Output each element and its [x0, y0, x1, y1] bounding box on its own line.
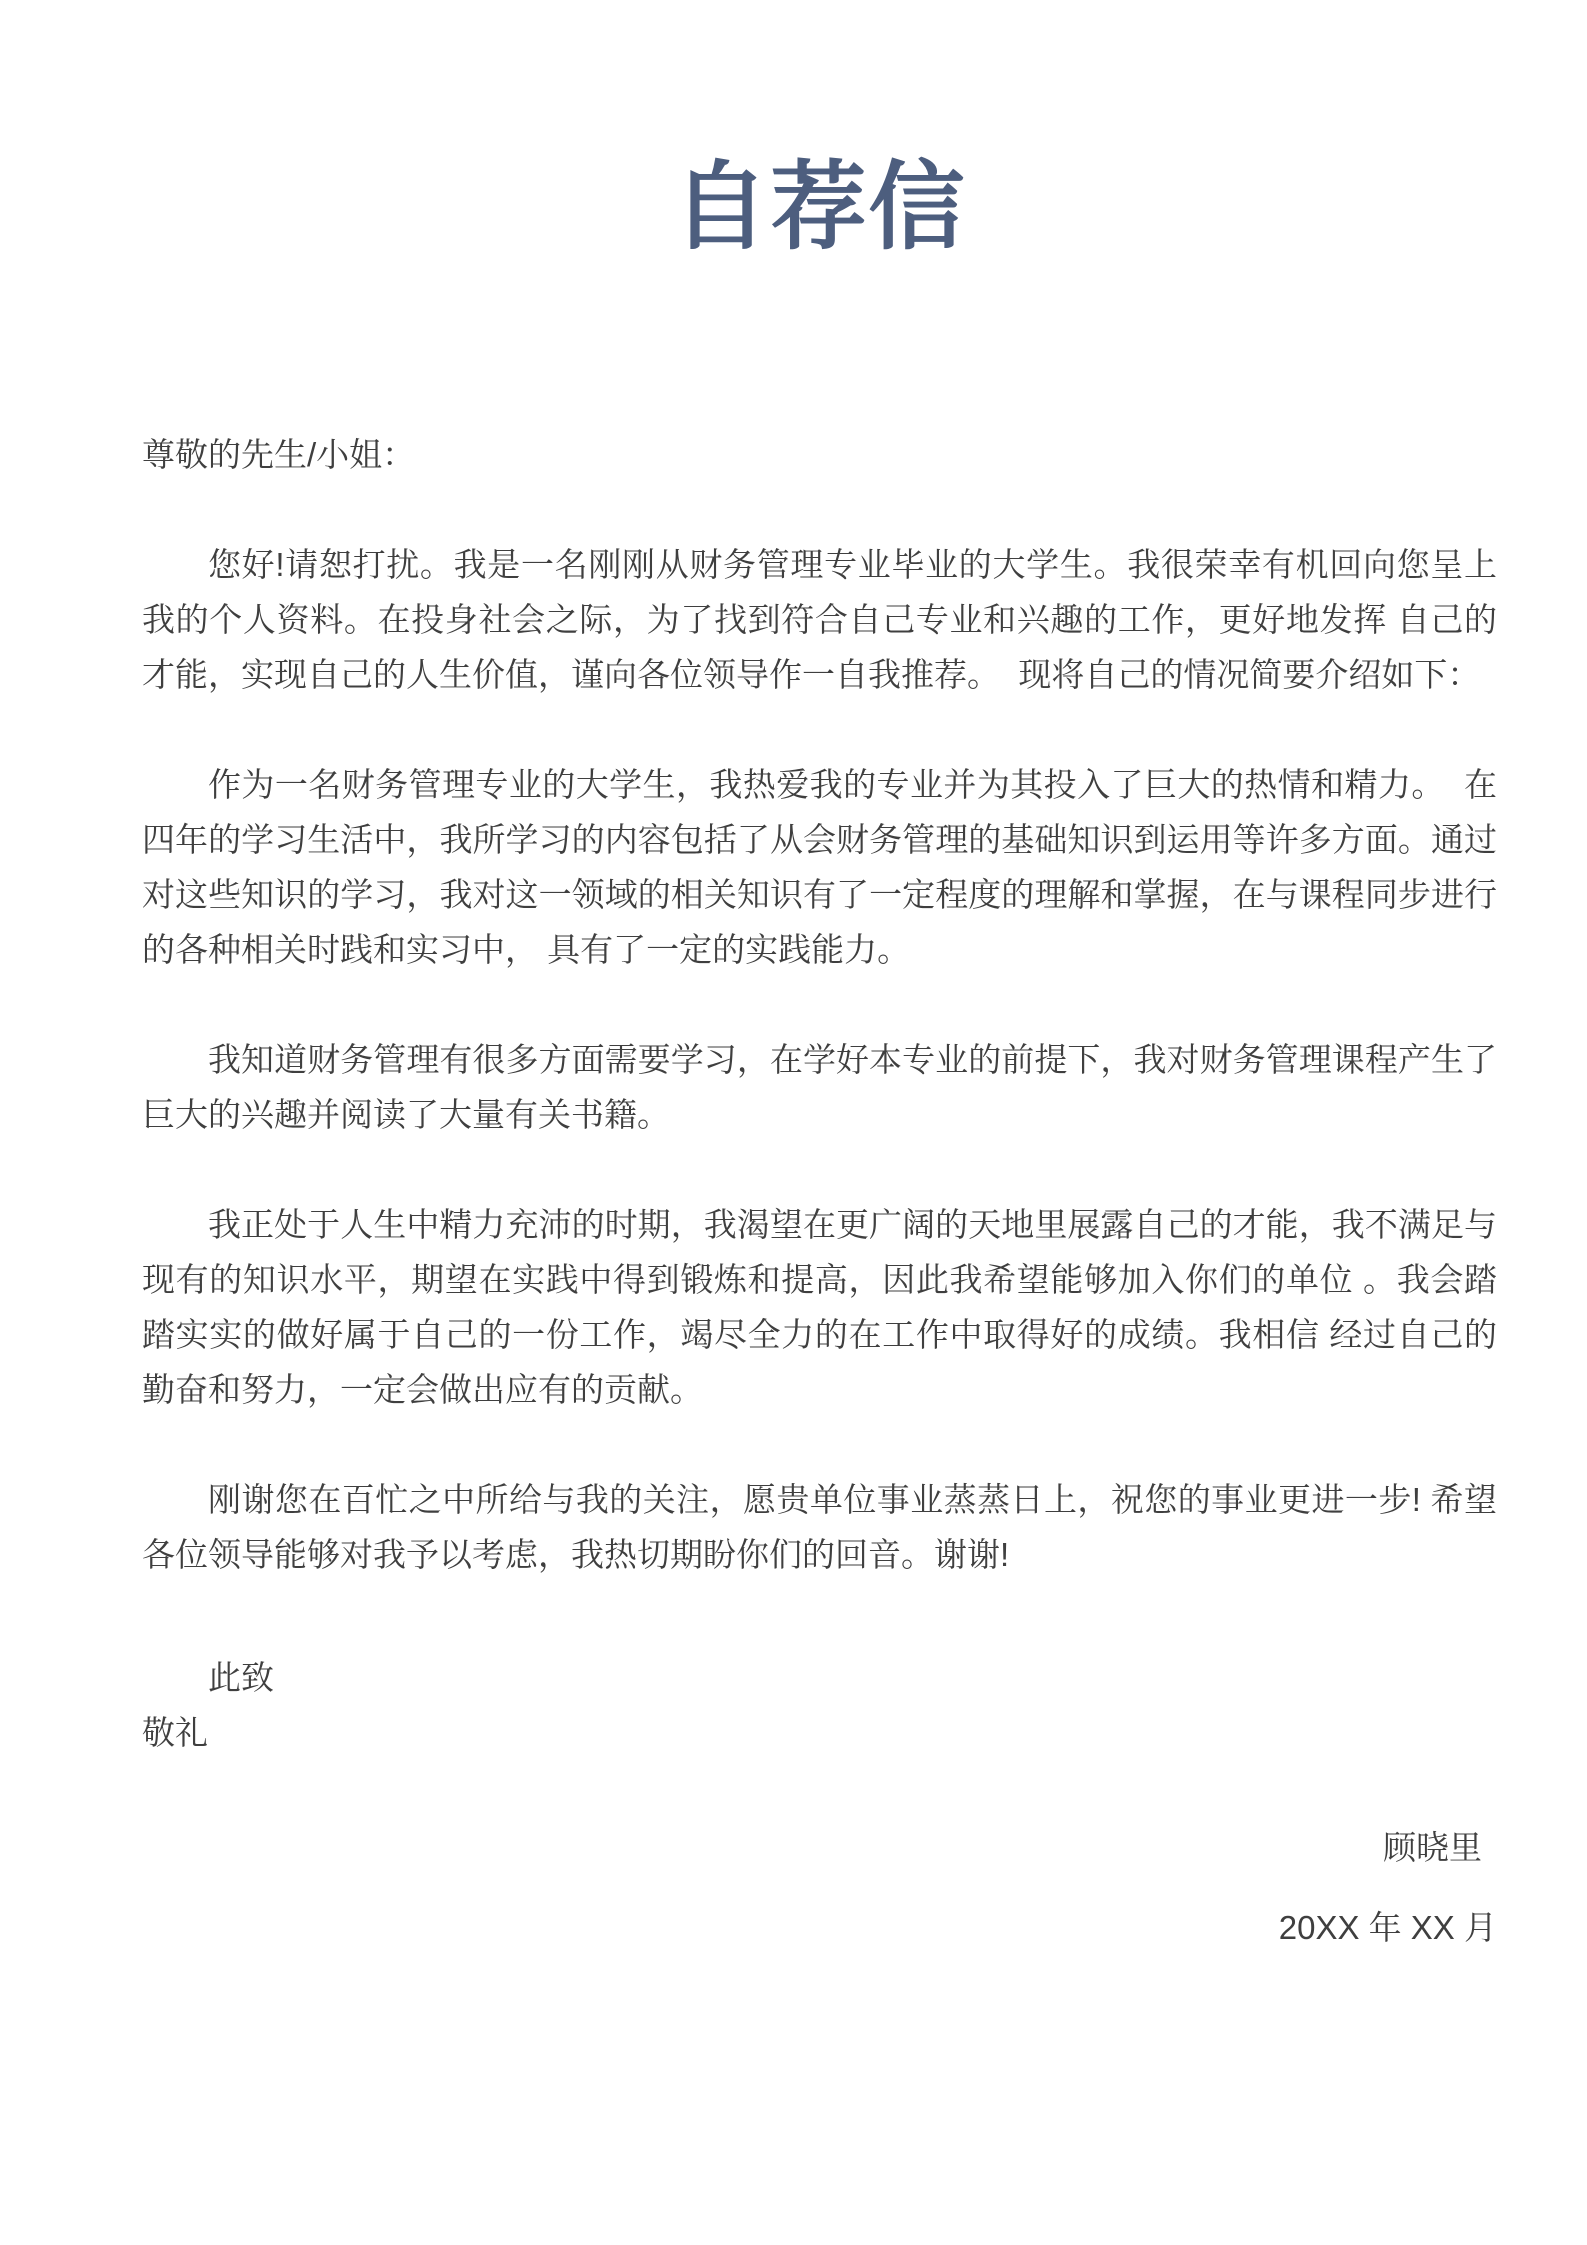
body-paragraph-2: 作为一名财务管理专业的大学生，我热爱我的专业并为其投入了巨大的热情和精力。 在四年的学习生活中，我所学习的内容包括了从会财务管理的基础知识到运用等许多方面。通过对这些知识的学习，我对这一领域的相关知识有了一定程度的理解和掌握，在与课程同步进行的各种相关时践和实习中， 具有了一定的实践能力。: [142, 766, 1497, 968]
signature-name: 顾晓里: [1383, 1829, 1482, 1866]
body-paragraph-1: 您好!请恕打扰。我是一名刚刚从财务管理专业毕业的大学生。我很荣幸有机回向您呈上我的个人资料。在投身社会之际，为了找到符合自己专业和兴趣的工作，更好地发挥 自己的才能，实现自己的人生价值，谨向各位领导作一自我推荐。 现将自己的情况简要介绍如下：: [142, 546, 1497, 693]
body-paragraph-3: 我知道财务管理有很多方面需要学习，在学好本专业的前提下，我对财务管理课程产生了巨大的兴趣并阅读了大量有关书籍。: [142, 1041, 1497, 1133]
signature-date: 20XX 年 XX 月: [1278, 1909, 1497, 1946]
closing-jingli: 敬礼: [142, 1714, 208, 1751]
body-paragraph-5: 刚谢您在百忙之中所给与我的关注，愿贵单位事业蒸蒸日上，祝您的事业更进一步! 希望各位领导能够对我予以考虑，我热切期盼你们的回音。谢谢!: [142, 1481, 1497, 1573]
letter-title: 自荐信: [672, 154, 967, 261]
closing-cizhi: 此致: [208, 1659, 274, 1696]
body-paragraph-4: 我正处于人生中精力充沛的时期，我渴望在更广阔的天地里展露自己的才能，我不满足与现有的知识水平，期望在实践中得到锻炼和提高，因此我希望能够加入你们的单位 。我会踏踏实实的做好属于自己的一份工作，竭尽全力的在工作中取得好的成绩。我相信 经过自己的勤奋和努力，一定会做出应有的贡献。: [142, 1206, 1497, 1408]
salutation-line: 尊敬的先生/小姐：: [142, 436, 416, 473]
